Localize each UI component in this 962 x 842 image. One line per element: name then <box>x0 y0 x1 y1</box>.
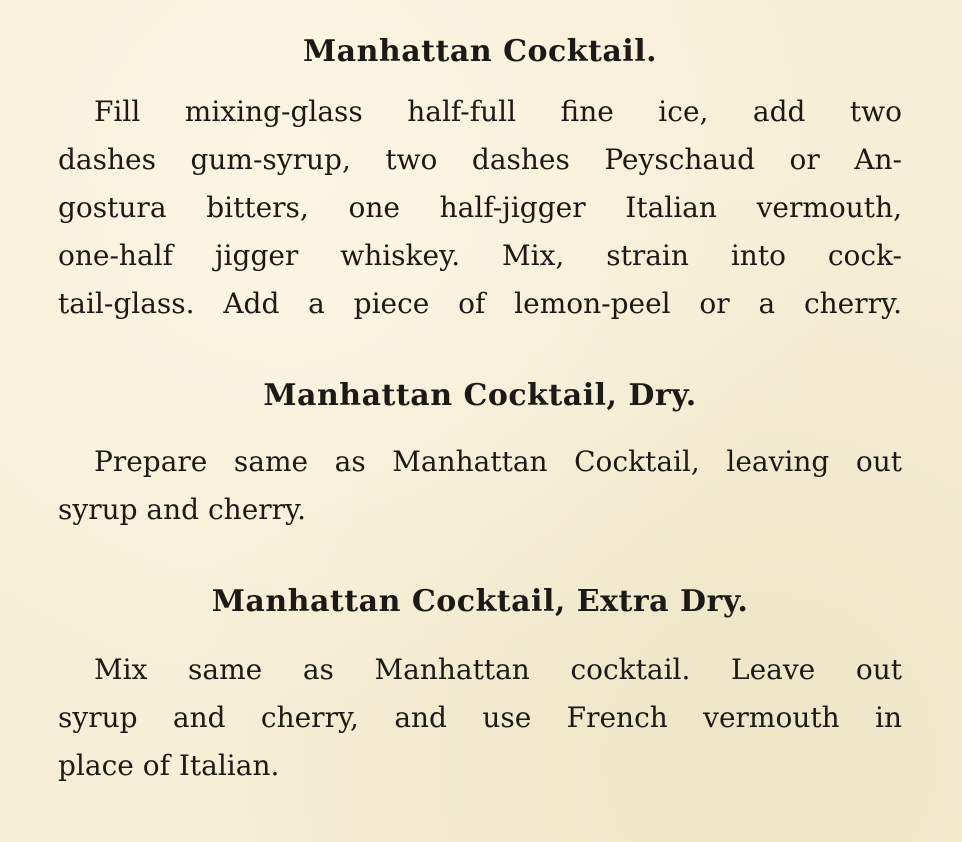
text-line: syrup and cherry. <box>58 493 307 526</box>
recipe-title-manhattan-dry: Manhattan Cocktail, Dry. <box>263 378 697 413</box>
text-line: place of Italian. <box>58 749 280 782</box>
text-line: dashes gum-syrup, two dashes Peyschaud or An- <box>58 143 902 176</box>
text-line: gostura bitters, one half-jigger Italian vermouth, <box>58 191 902 224</box>
text-line: Mix same as Manhattan cocktail. Leave out <box>94 653 902 686</box>
recipe-body-manhattan <box>58 88 902 328</box>
text-line: one-half jigger whiskey. Mix, strain into cock- <box>58 239 902 272</box>
recipe-body-manhattan-extra-dry <box>58 646 902 790</box>
text-line: Fill mixing-glass half-full fine ice, add two <box>94 95 902 128</box>
recipe-body-manhattan-dry <box>58 438 902 534</box>
text-line: syrup and cherry, and use French vermouth in <box>58 701 902 734</box>
recipe-title-manhattan: Manhattan Cocktail. <box>302 34 658 69</box>
text-line: Prepare same as Manhattan Cocktail, leaving out <box>94 445 902 478</box>
text-line: tail-glass. Add a piece of lemon-peel or a cherry. <box>58 287 902 320</box>
recipe-title-manhattan-extra-dry: Manhattan Cocktail, Extra Dry. <box>211 584 749 619</box>
